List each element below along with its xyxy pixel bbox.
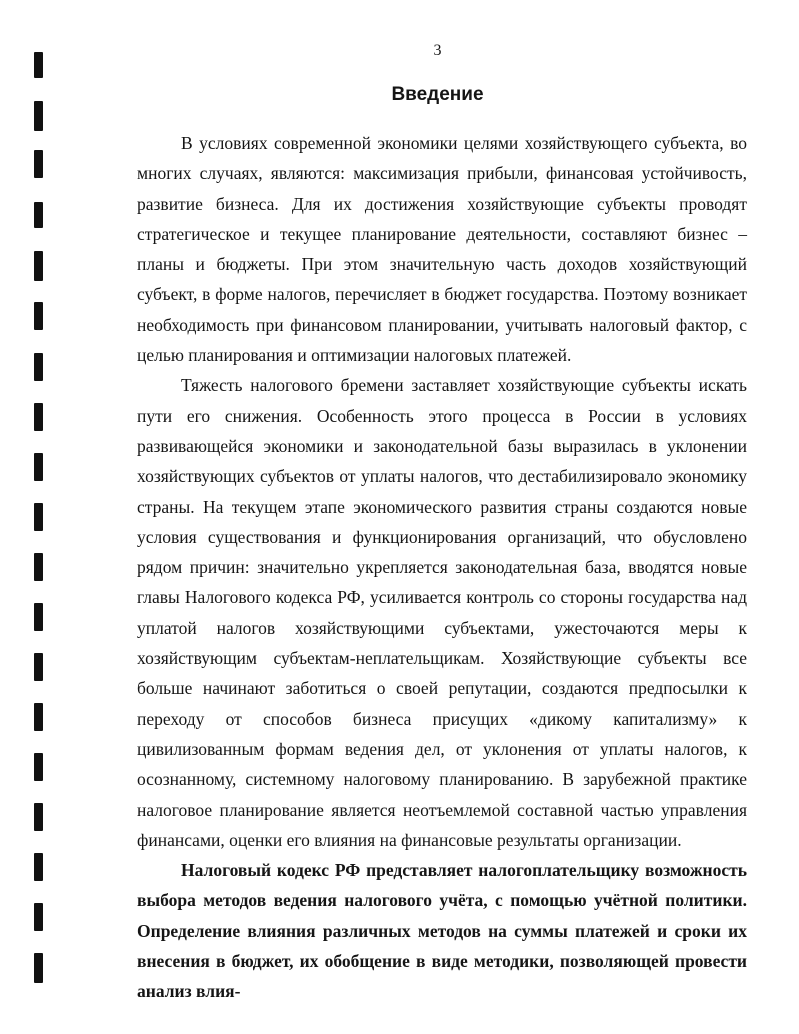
binding-mark bbox=[34, 251, 43, 281]
binding-mark bbox=[34, 403, 43, 431]
binding-mark bbox=[34, 353, 43, 381]
binding-mark bbox=[34, 603, 43, 631]
page-number: 3 bbox=[433, 42, 442, 59]
binding-mark bbox=[34, 803, 43, 831]
binding-mark bbox=[34, 553, 43, 581]
binding-mark bbox=[34, 853, 43, 881]
binding-mark bbox=[34, 150, 43, 178]
paragraph-tax-code: Налоговый кодекс РФ представляет налогоплательщику возможность выбора методов ведения налогового учёта, с помощью учётной политики. Определение влияния различных методов на суммы платежей и сроки их внесения в бюджет, их обобщение в виде методики, позволяющей провести анализ влия- bbox=[137, 860, 747, 1002]
binding-mark bbox=[34, 753, 43, 781]
paragraph-tax-burden: Тяжесть налогового бремени заставляет хозяйствующие субъекты искать пути его снижения. Особенность этого процесса в России в условиях развивающейся экономики и законодательной базы выразилась в уклонении хозяйствующих субъектов от уплаты налогов, что дестабилизировало экономику страны. На текущем этапе экономического развития страны создаются новые условия существования и функционирования организаций, что обусловлено рядом причин: значительно укрепляется законодательная база, вводятся новые главы Налогового кодекса РФ, усиливается контроль со стороны государства над уплатой налогов хозяйствующими субъектами, ужесточаются меры к хозяйствующим субъектам-неплательщикам. Хозяйствующие субъекты все больше начинают заботиться о своей репутации, создаются предпосылки к переходу от способов бизнеса присущих «дикому капитализму» к цивилизованным формам ведения дел, от уклонения от уплаты налогов, к осознанному, системному налоговому планированию. В зарубежной практике налоговое планирование является неотъемлемой составной частью управления финансами, оценки его влияния на финансовые результаты организации. bbox=[137, 375, 747, 850]
binding-mark bbox=[34, 302, 43, 330]
binding-mark bbox=[34, 503, 43, 531]
document-body bbox=[137, 128, 747, 1007]
paragraph-intro: В условиях современной экономики целями хозяйствующего субъекта, во многих случаях, являются: максимизация прибыли, финансовая устойчивость, развитие бизнеса. Для их достижения хозяйствующие субъекты проводят стратегическое и текущее планирование деятельности, составляют бизнес – планы и бюджеты. При этом значительную часть доходов хозяйствующий субъект, в форме налогов, перечисляет в бюджет государства. Поэтому возникает необходимость при финансовом планировании, учитывать налоговый фактор, с целью планирования и оптимизации налоговых платежей. bbox=[137, 133, 747, 366]
binding-mark bbox=[34, 903, 43, 931]
binding-mark bbox=[34, 202, 43, 228]
page-title: Введение bbox=[391, 84, 484, 105]
binding-mark bbox=[34, 653, 43, 681]
binding-mark bbox=[34, 953, 43, 983]
binding-mark bbox=[34, 703, 43, 731]
binding-holes bbox=[0, 0, 60, 1034]
binding-mark bbox=[34, 453, 43, 481]
